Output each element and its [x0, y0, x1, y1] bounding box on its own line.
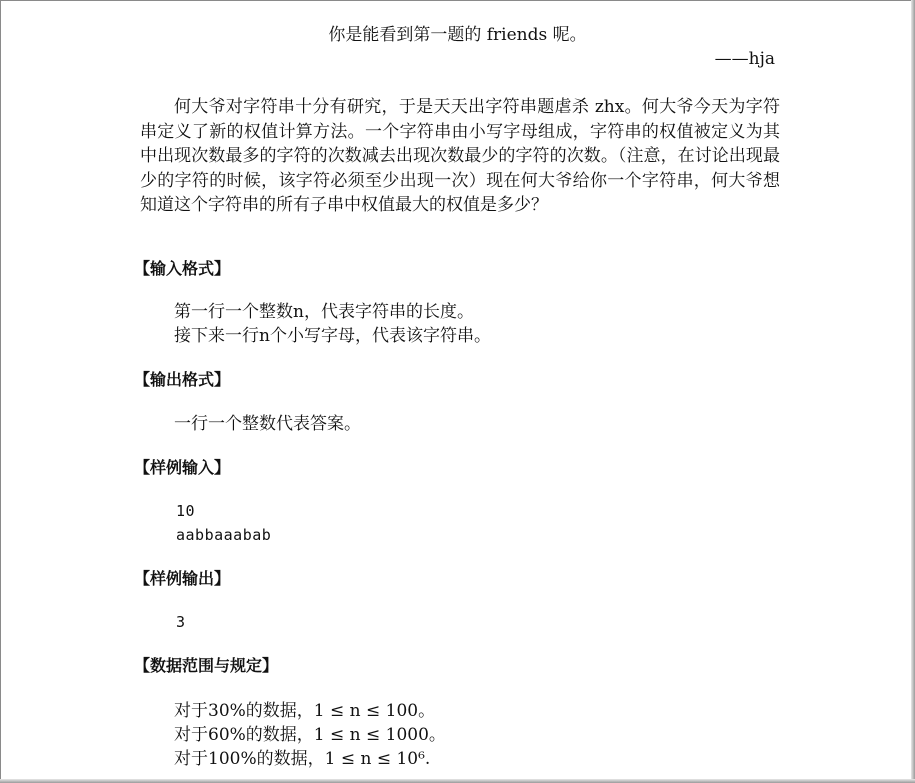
constraint-line-3: 对于100%的数据，1 ≤ n ≤ 10⁶.	[174, 749, 431, 769]
problem-description: 何大爷对字符串十分有研究，于是天天出字符串题虐杀 zhx。何大爷今天为字符串定义了新的权值计算方法。一个字符串由小写字母组成，字符串的权值被定义为其中出现次数最多的字符的次数减去出现次数最少的字符的次数。（注意，在讨论出现最少的字符的时候，该字符必须至少出现一次）现在何大爷给你一个字符串，何大爷想知道这个字符串的所有子串中权值最大的权值是多少？	[140, 97, 780, 215]
input-format-line-2: 接下来一行n个小写字母，代表该字符串。	[174, 326, 491, 346]
heading-input-format: 【输入格式】	[134, 259, 231, 278]
heading-sample-input: 【样例输入】	[134, 458, 231, 477]
sample-output-line-1: 3	[176, 613, 186, 631]
input-format-line-1: 第一行一个整数n，代表字符串的长度。	[174, 302, 474, 322]
sample-input-line-1: 10	[176, 502, 196, 520]
sample-input-line-2: aabbaaabab	[176, 526, 272, 544]
constraint-line-1: 对于30%的数据，1 ≤ n ≤ 100。	[174, 701, 436, 721]
heading-constraints: 【数据范围与规定】	[134, 656, 279, 675]
epigraph-signature: ——hja	[714, 49, 775, 69]
output-format-line-1: 一行一个整数代表答案。	[174, 414, 361, 434]
page-shadow-bottom	[0, 779, 915, 783]
epigraph-text: 你是能看到第一题的 friends 呢。	[328, 25, 587, 45]
heading-sample-output: 【样例输出】	[134, 569, 231, 588]
page-shadow-right	[911, 0, 915, 783]
heading-output-format: 【输出格式】	[134, 370, 231, 389]
constraint-line-2: 对于60%的数据，1 ≤ n ≤ 1000。	[174, 725, 446, 745]
